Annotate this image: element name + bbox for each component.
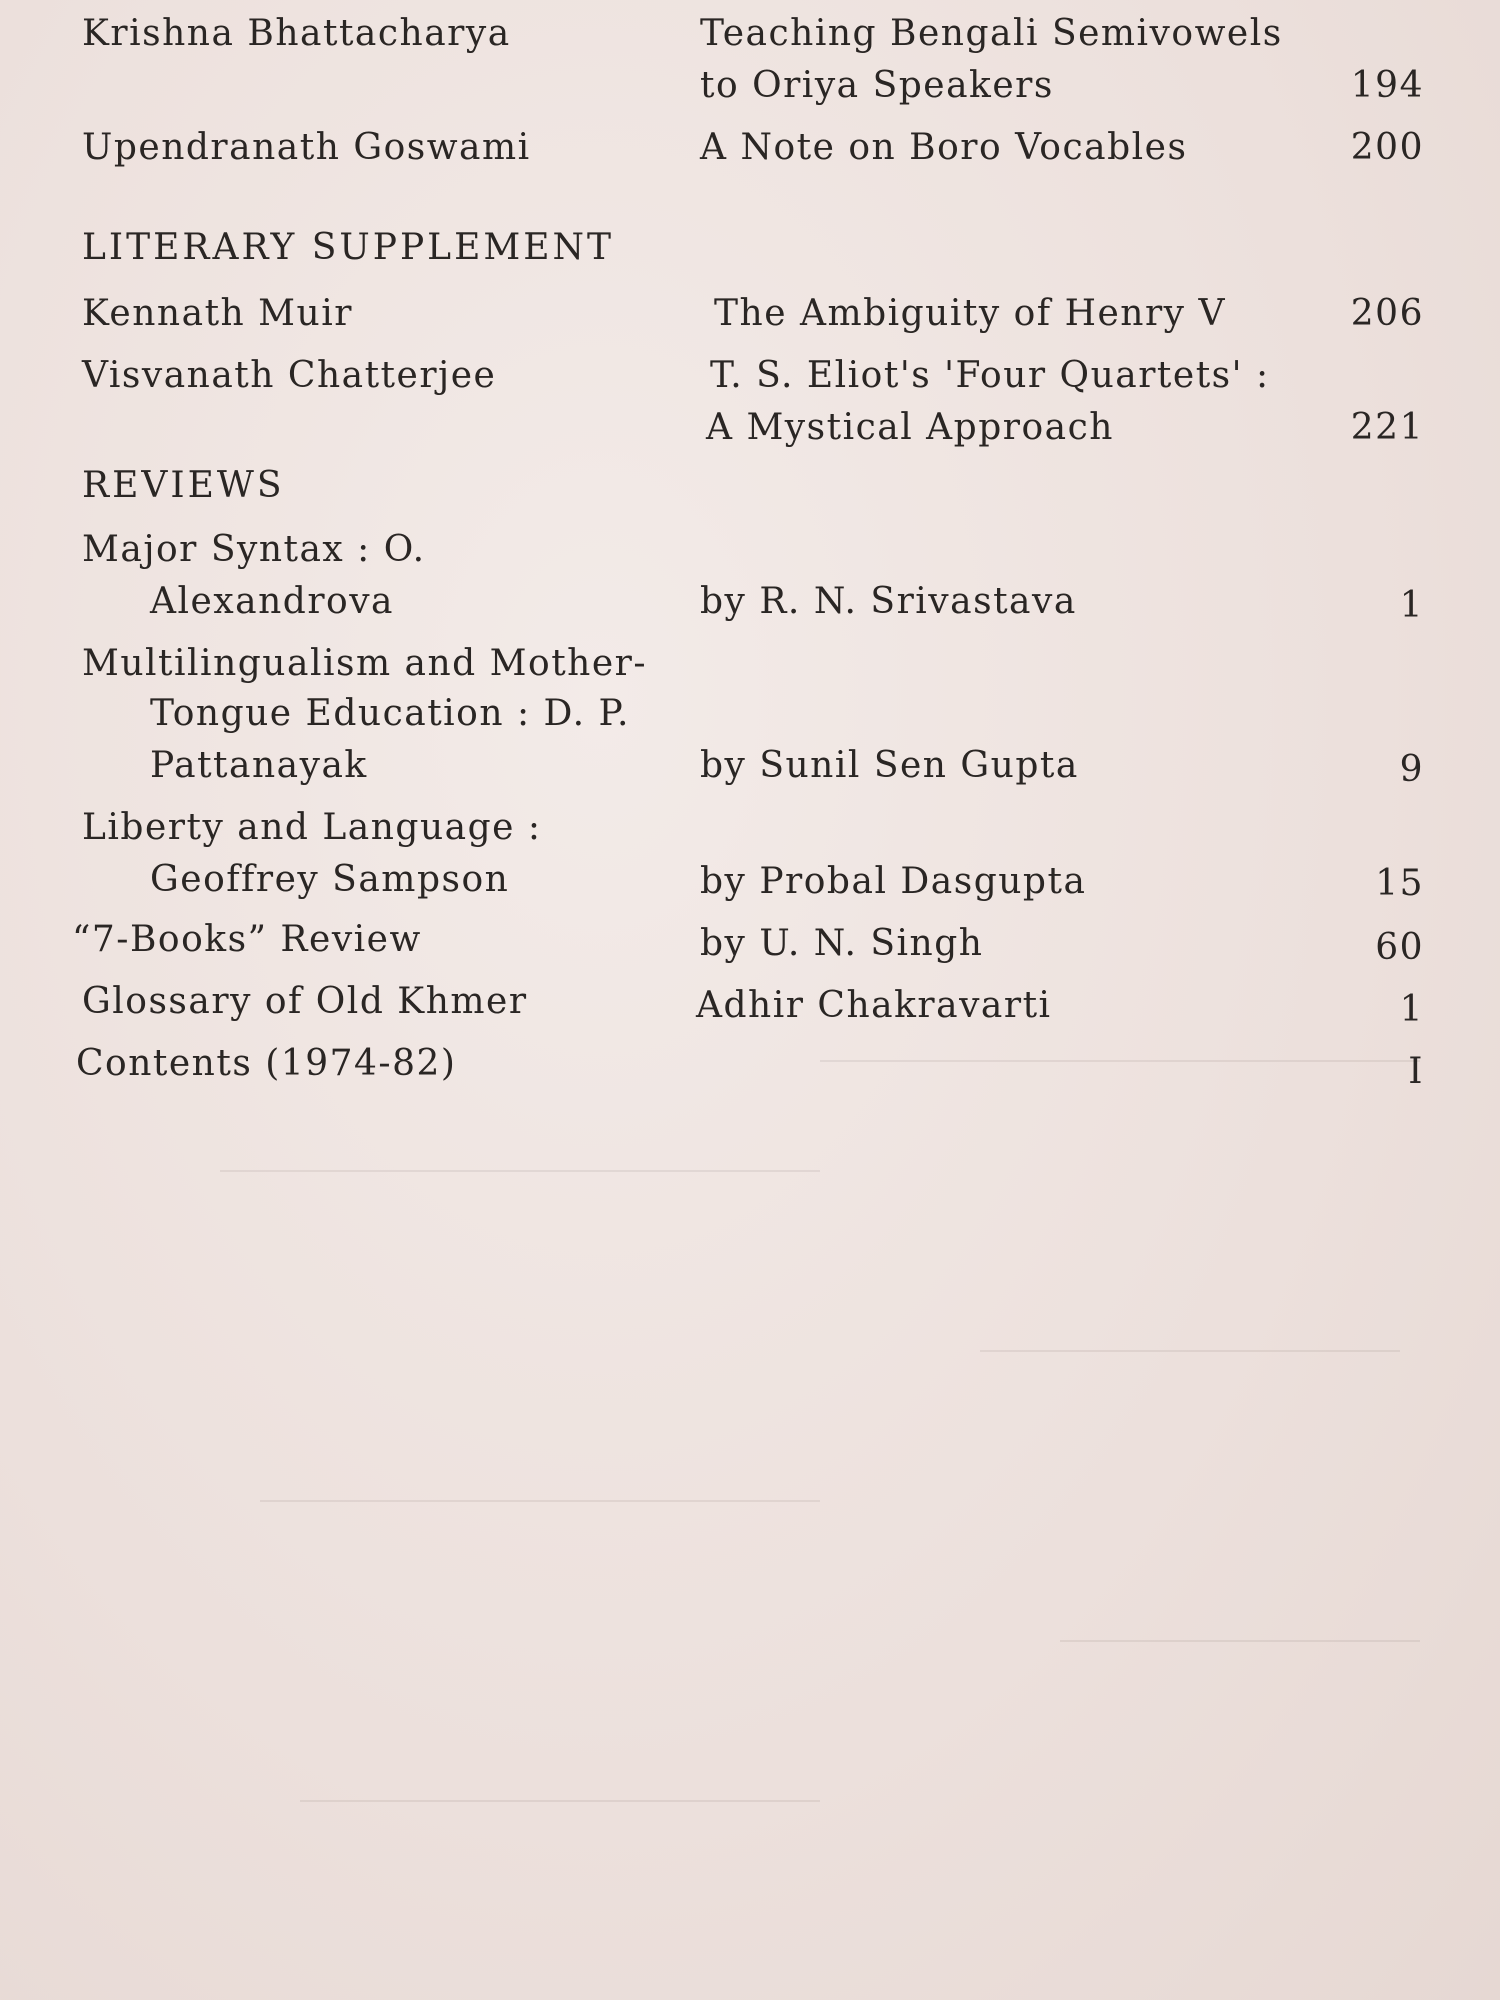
page-number: 206	[1350, 293, 1424, 334]
section-heading-literary: LITERARY SUPPLEMENT	[82, 227, 615, 268]
review-title-line: Multilingualism and Mother-	[82, 643, 648, 684]
entry-title: Glossary of Old Khmer	[82, 981, 528, 1022]
review-title-line: Geoffrey Sampson	[150, 859, 510, 900]
page-number: 1	[1399, 989, 1424, 1030]
page-number: 200	[1350, 127, 1424, 168]
reviewer: by Sunil Sen Gupta	[700, 745, 1079, 786]
entry-title: Contents (1974-82)	[76, 1043, 457, 1084]
article-title-line: T. S. Eliot's 'Four Quartets' :	[710, 355, 1270, 396]
article-title-line: The Ambiguity of Henry V	[714, 293, 1226, 334]
article-title-line: to Oriya Speakers	[700, 65, 1054, 106]
page-number: 194	[1350, 65, 1424, 106]
page-number: 9	[1399, 749, 1424, 790]
review-title-line: “7-Books” Review	[72, 919, 422, 960]
reviewer: by U. N. Singh	[700, 923, 984, 964]
review-title-line: Tongue Education : D. P.	[150, 693, 630, 734]
article-title-line: A Mystical Approach	[706, 407, 1114, 448]
article-title-line: A Note on Boro Vocables	[700, 127, 1188, 168]
page-number: 1	[1399, 585, 1424, 626]
entry-author: Adhir Chakravarti	[696, 985, 1052, 1026]
article-author: Kennath Muir	[82, 293, 353, 334]
page-number: 60	[1375, 927, 1424, 968]
review-title-line: Pattanayak	[150, 745, 368, 786]
page-number: 221	[1350, 407, 1424, 448]
review-title-line: Major Syntax : O.	[82, 529, 426, 570]
reviewer: by Probal Dasgupta	[700, 861, 1087, 902]
review-title-line: Alexandrova	[150, 581, 394, 622]
page-number: 15	[1375, 863, 1424, 904]
section-heading-reviews: REVIEWS	[82, 465, 285, 506]
article-author: Krishna Bhattacharya	[82, 13, 511, 54]
page-number: I	[1408, 1051, 1424, 1092]
article-title-line: Teaching Bengali Semivowels	[700, 13, 1283, 54]
reviewer: by R. N. Srivastava	[700, 581, 1077, 622]
article-author: Upendranath Goswami	[82, 127, 531, 168]
article-author: Visvanath Chatterjee	[82, 355, 497, 396]
bleed-through-texture	[0, 1020, 1500, 1970]
review-title-line: Liberty and Language :	[82, 807, 542, 848]
